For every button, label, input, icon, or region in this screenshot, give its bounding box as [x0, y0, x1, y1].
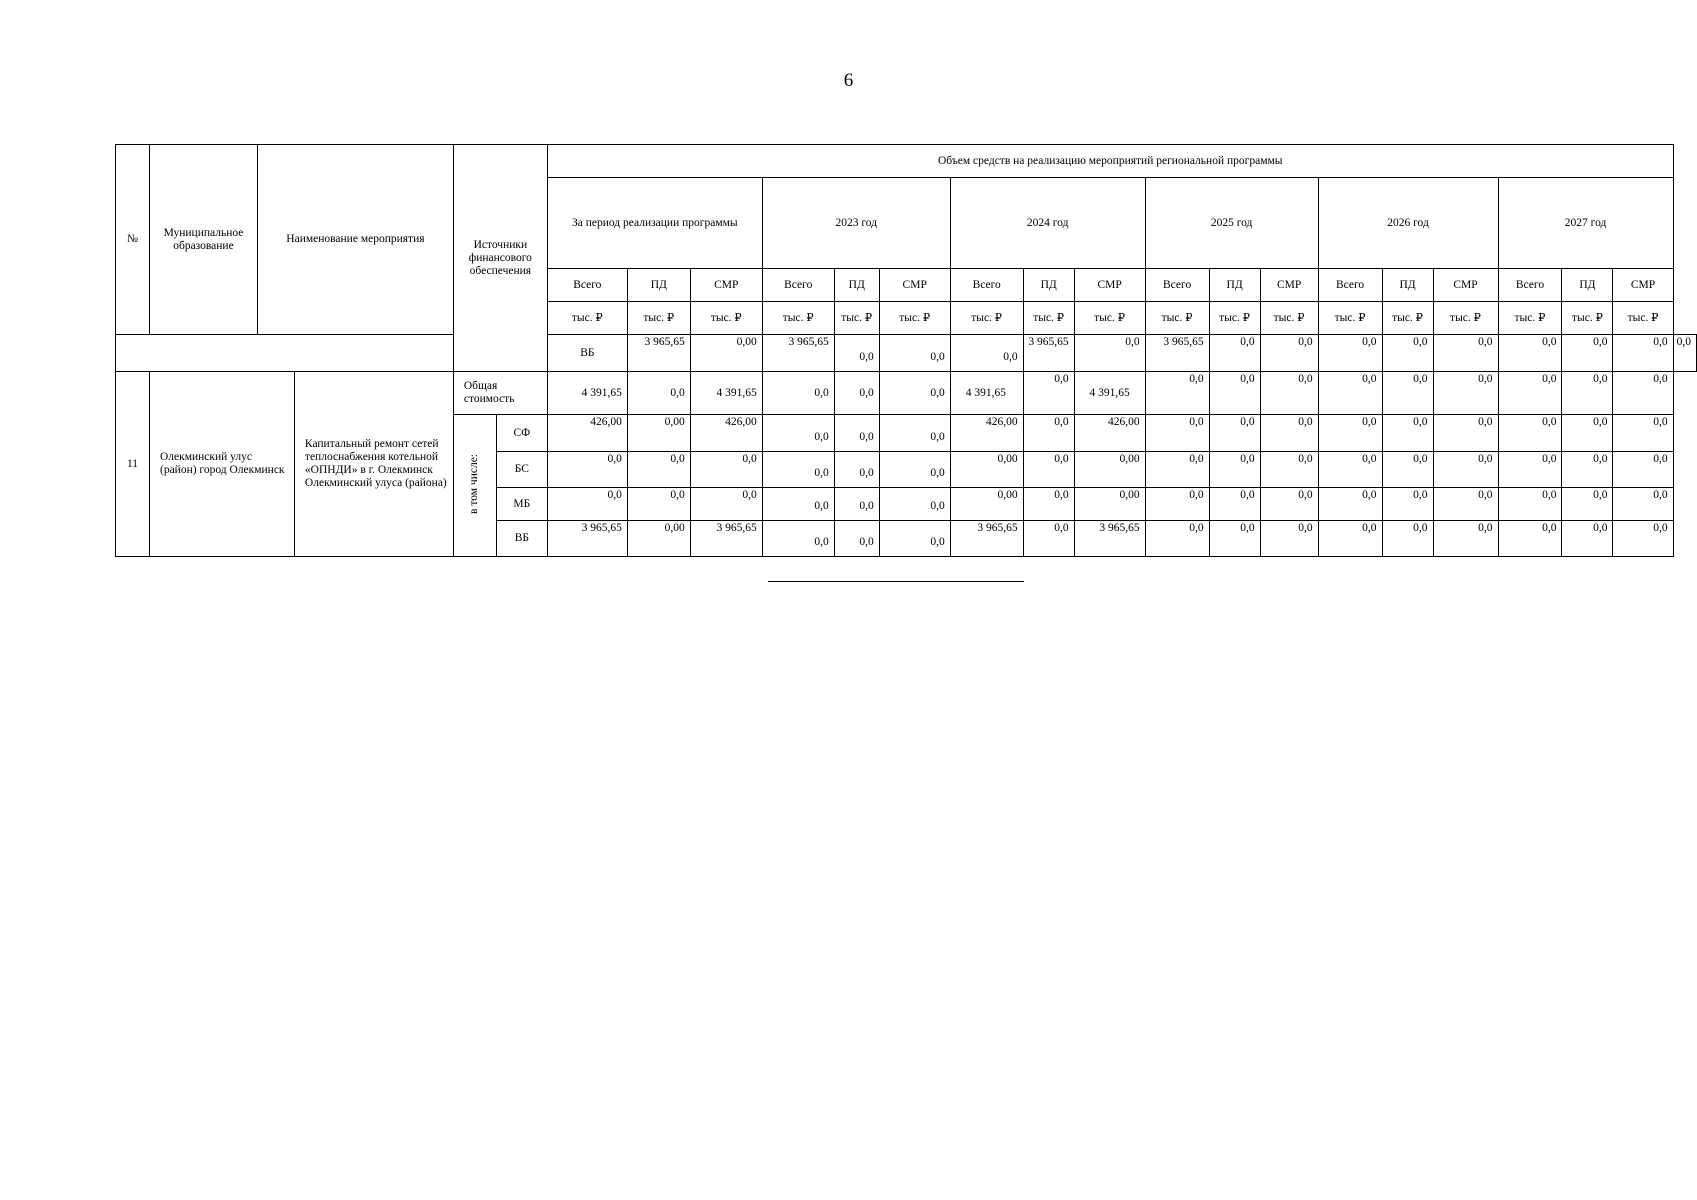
value-cell: 0,0 — [1498, 335, 1562, 372]
value-cell: 0,0 — [690, 488, 762, 521]
value-cell: 0,0 — [1498, 415, 1562, 452]
value-cell: 0,0 — [1209, 335, 1260, 372]
value-cell: 0,0 — [1562, 415, 1613, 452]
value-cell: 0,0 — [1145, 521, 1209, 557]
value-cell: 0,0 — [690, 452, 762, 488]
value-cell: 0,0 — [1074, 335, 1145, 372]
header-year-2024: 2024 год — [950, 178, 1145, 269]
table-row — [116, 335, 1697, 372]
value-cell: 0,0 — [1382, 335, 1433, 372]
value-cell: 0,0 — [1260, 488, 1318, 521]
header-year-2025: 2025 год — [1145, 178, 1318, 269]
value-cell: 426,00 — [950, 415, 1023, 452]
value-cell: 0,0 — [1562, 372, 1613, 415]
value-cell: 0,00 — [690, 335, 762, 372]
value-cell: 0,0 — [762, 452, 834, 488]
unit-label: тыс. ₽ — [547, 302, 627, 335]
value-cell: 426,00 — [1074, 415, 1145, 452]
value-cell: 0,0 — [762, 488, 834, 521]
value-cell: 0,0 — [1433, 415, 1498, 452]
value-cell: 0,0 — [1145, 488, 1209, 521]
value-cell: 0,0 — [1673, 335, 1696, 372]
source-cell: МБ — [496, 488, 547, 521]
value-cell: 0,0 — [1145, 452, 1209, 488]
value-cell: 0,0 — [1260, 335, 1318, 372]
value-cell: 0,0 — [1433, 452, 1498, 488]
value-cell: 0,0 — [834, 452, 879, 488]
header-sub-smr: СМР — [879, 269, 950, 302]
value-cell: 0,0 — [879, 488, 950, 521]
header-sub-smr: СМР — [1260, 269, 1318, 302]
header-sub-smr: СМР — [1613, 269, 1673, 302]
header-sub-total: Всего — [1498, 269, 1562, 302]
value-cell: 0,0 — [834, 335, 879, 372]
value-cell: 0,0 — [1498, 521, 1562, 557]
header-sub-smr: СМР — [690, 269, 762, 302]
value-cell: 0,0 — [1613, 415, 1673, 452]
header-year-2023: 2023 год — [762, 178, 950, 269]
header-sub-pd: ПД — [834, 269, 879, 302]
header-sub-pd: ПД — [1209, 269, 1260, 302]
unit-label: тыс. ₽ — [879, 302, 950, 335]
value-cell: 0,0 — [834, 521, 879, 557]
value-cell: 0,0 — [1433, 372, 1498, 415]
header-sub-pd: ПД — [627, 269, 690, 302]
header-sub-pd: ПД — [1562, 269, 1613, 302]
including-label-cell — [453, 415, 496, 557]
value-cell: 0,0 — [1023, 521, 1074, 557]
value-cell: 0,0 — [950, 335, 1023, 372]
header-period-total: За период реализации программы — [547, 178, 762, 269]
header-sub-pd: ПД — [1382, 269, 1433, 302]
header-funding-volume: Объем средств на реализацию мероприятий региональной программы — [547, 145, 1673, 178]
value-cell: 0,0 — [1145, 415, 1209, 452]
unit-label: тыс. ₽ — [627, 302, 690, 335]
unit-label: тыс. ₽ — [1433, 302, 1498, 335]
value-cell: 3 965,65 — [627, 335, 690, 372]
header-sub-smr: СМР — [1074, 269, 1145, 302]
value-cell: 0,0 — [1260, 372, 1318, 415]
unit-label: тыс. ₽ — [1023, 302, 1074, 335]
header-col-funding-sources: Источники финансового обеспечения — [453, 145, 547, 372]
value-cell: 0,0 — [1023, 488, 1074, 521]
value-cell: 0,0 — [1209, 521, 1260, 557]
unit-label: тыс. ₽ — [1318, 302, 1382, 335]
value-cell: 0,0 — [1613, 335, 1673, 372]
source-cell: СФ — [496, 415, 547, 452]
header-year-2026: 2026 год — [1318, 178, 1498, 269]
header-sub-total: Всего — [762, 269, 834, 302]
value-cell: 0,0 — [627, 488, 690, 521]
header-col-activity-name: Наименование мероприятия — [257, 145, 453, 335]
total-cost-label: Общая стоимость — [453, 372, 547, 415]
header-sub-total: Всего — [547, 269, 627, 302]
value-cell: 0,00 — [950, 488, 1023, 521]
value-cell: 0,0 — [879, 521, 950, 557]
value-cell: 0,0 — [1613, 452, 1673, 488]
value-cell: 0,0 — [834, 372, 879, 415]
value-cell: 0,0 — [1382, 521, 1433, 557]
page-number: 6 — [843, 70, 854, 91]
value-cell: 0,0 — [1562, 488, 1613, 521]
unit-label: тыс. ₽ — [1498, 302, 1562, 335]
value-cell: 0,0 — [1145, 372, 1209, 415]
value-cell: 0,0 — [879, 415, 950, 452]
value-cell: 0,0 — [879, 452, 950, 488]
value-cell: 0,0 — [1562, 335, 1613, 372]
value-cell: 4 391,65 — [950, 372, 1023, 415]
value-cell: 0,0 — [1260, 415, 1318, 452]
value-cell: 0,0 — [547, 488, 627, 521]
value-cell: 0,0 — [1498, 452, 1562, 488]
value-cell: 0,00 — [627, 521, 690, 557]
header-col-municipality: Муниципальное образование — [149, 145, 257, 335]
unit-label: тыс. ₽ — [1145, 302, 1209, 335]
unit-label: тыс. ₽ — [950, 302, 1023, 335]
including-label: в том числе: — [468, 453, 481, 514]
value-cell: 0,00 — [1074, 452, 1145, 488]
continuation-blank-cell — [116, 335, 454, 372]
value-cell: 0,0 — [1209, 488, 1260, 521]
value-cell: 0,0 — [1613, 372, 1673, 415]
unit-label: тыс. ₽ — [834, 302, 879, 335]
program-funding-table — [115, 144, 1697, 557]
value-cell: 0,0 — [1613, 521, 1673, 557]
value-cell: 0,0 — [762, 521, 834, 557]
value-cell: 0,0 — [627, 372, 690, 415]
value-cell: 0,0 — [1613, 488, 1673, 521]
unit-label: тыс. ₽ — [690, 302, 762, 335]
value-cell: 0,0 — [1318, 335, 1382, 372]
value-cell: 3 965,65 — [1074, 521, 1145, 557]
value-cell: 0,0 — [547, 452, 627, 488]
value-cell: 0,0 — [1318, 488, 1382, 521]
value-cell: 4 391,65 — [690, 372, 762, 415]
value-cell: 3 965,65 — [1145, 335, 1209, 372]
value-cell: 0,0 — [1382, 452, 1433, 488]
unit-label: тыс. ₽ — [762, 302, 834, 335]
value-cell: 0,0 — [762, 415, 834, 452]
value-cell: 0,00 — [1074, 488, 1145, 521]
value-cell: 0,0 — [879, 335, 950, 372]
source-cell: ВБ — [496, 521, 547, 557]
value-cell: 0,0 — [1318, 452, 1382, 488]
value-cell: 426,00 — [547, 415, 627, 452]
value-cell: 0,0 — [834, 488, 879, 521]
value-cell: 0,0 — [1318, 521, 1382, 557]
value-cell: 3 965,65 — [690, 521, 762, 557]
source-cell: ВБ — [547, 335, 627, 372]
value-cell: 0,0 — [1209, 372, 1260, 415]
unit-label: тыс. ₽ — [1382, 302, 1433, 335]
header-sub-total: Всего — [950, 269, 1023, 302]
document-end-line — [768, 581, 1024, 582]
value-cell: 0,0 — [1562, 521, 1613, 557]
source-cell: БС — [496, 452, 547, 488]
value-cell: 0,0 — [1433, 521, 1498, 557]
value-cell: 0,0 — [834, 415, 879, 452]
unit-label: тыс. ₽ — [1260, 302, 1318, 335]
header-sub-pd: ПД — [1023, 269, 1074, 302]
record-activity-name: Капитальный ремонт сетей теплоснабжения котельной «ОПНДИ» в г. Олекминск Олекминский улуса (района) — [294, 372, 453, 557]
value-cell: 3 965,65 — [1023, 335, 1074, 372]
unit-label: тыс. ₽ — [1613, 302, 1673, 335]
header-year-2027: 2027 год — [1498, 178, 1673, 269]
value-cell: 0,0 — [1382, 488, 1433, 521]
value-cell: 0,0 — [1260, 521, 1318, 557]
unit-label: тыс. ₽ — [1562, 302, 1613, 335]
value-cell: 0,0 — [762, 372, 834, 415]
table-row — [116, 372, 1697, 415]
header-sub-total: Всего — [1318, 269, 1382, 302]
value-cell: 0,0 — [1562, 452, 1613, 488]
header-sub-smr: СМР — [1433, 269, 1498, 302]
value-cell: 0,0 — [1023, 452, 1074, 488]
value-cell: 0,0 — [879, 372, 950, 415]
value-cell: 4 391,65 — [1074, 372, 1145, 415]
value-cell: 0,0 — [1023, 415, 1074, 452]
value-cell: 426,00 — [690, 415, 762, 452]
value-cell: 0,0 — [1209, 415, 1260, 452]
value-cell: 0,0 — [627, 452, 690, 488]
value-cell: 0,00 — [627, 415, 690, 452]
value-cell: 0,0 — [1382, 415, 1433, 452]
value-cell: 0,0 — [1382, 372, 1433, 415]
record-municipality: Олекминский улус (район) город Олекминск — [149, 372, 294, 557]
value-cell: 3 965,65 — [950, 521, 1023, 557]
unit-label: тыс. ₽ — [1209, 302, 1260, 335]
header-col-number: № — [116, 145, 150, 335]
value-cell: 0,00 — [950, 452, 1023, 488]
value-cell: 0,0 — [1433, 488, 1498, 521]
value-cell: 0,0 — [1209, 452, 1260, 488]
header-sub-total: Всего — [1145, 269, 1209, 302]
value-cell: 0,0 — [1260, 452, 1318, 488]
unit-label: тыс. ₽ — [1074, 302, 1145, 335]
value-cell: 0,0 — [1498, 372, 1562, 415]
value-cell: 0,0 — [1318, 415, 1382, 452]
value-cell: 0,0 — [1023, 372, 1074, 415]
value-cell: 4 391,65 — [547, 372, 627, 415]
record-number: 11 — [116, 372, 150, 557]
value-cell: 3 965,65 — [547, 521, 627, 557]
value-cell: 0,0 — [1498, 488, 1562, 521]
value-cell: 0,0 — [1318, 372, 1382, 415]
value-cell: 0,0 — [1433, 335, 1498, 372]
value-cell: 3 965,65 — [762, 335, 834, 372]
